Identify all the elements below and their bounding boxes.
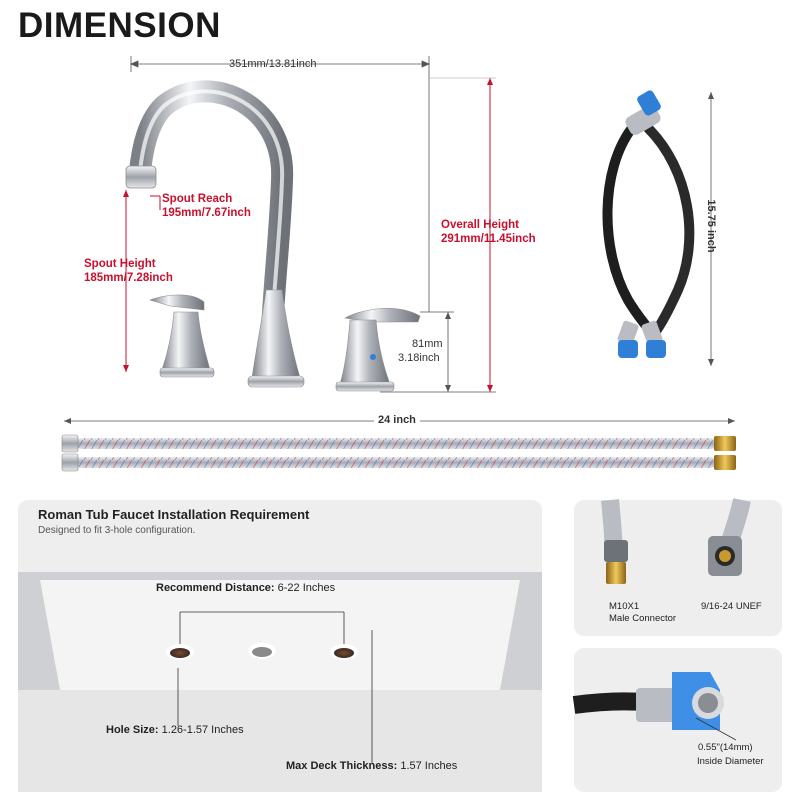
- recommend-distance: [156, 582, 335, 594]
- install-subtitle: Designed to fit 3-hole configuration.: [38, 525, 196, 536]
- unef-connector-label: 9/16-24 UNEF: [701, 601, 762, 612]
- male-connector-size: M10X1: [609, 601, 640, 612]
- male-connector-label: Male Connector: [609, 613, 677, 624]
- handle-height-mm: 81mm: [412, 338, 443, 350]
- spout-reach-label: Spout Reach: [162, 193, 233, 205]
- connector-panel-bg: [574, 500, 782, 636]
- recommend-distance-label: Recommend Distance:: [156, 582, 275, 594]
- hole-size-label: Hole Size:: [106, 724, 159, 736]
- hole-size: [106, 724, 244, 736]
- spout-reach-line: [150, 196, 160, 210]
- deck-thickness-value: 1.57 Inches: [400, 760, 458, 772]
- recommend-distance-value: 6-22 Inches: [277, 582, 336, 594]
- braided-supply-lines-image: [62, 435, 736, 471]
- install-title: Roman Tub Faucet Installation Requirement: [38, 507, 310, 522]
- inside-diameter-label: Inside Diameter: [697, 756, 764, 767]
- quick-connect-panel-bg: [574, 648, 782, 792]
- spout-reach-value: 195mm/7.67inch: [162, 207, 251, 219]
- overall-height-label: Overall Height: [441, 219, 519, 231]
- overall-height-value: 291mm/11.45inch: [441, 233, 536, 245]
- faucet-left-handle: [150, 295, 214, 377]
- deck-thickness-label: Max Deck Thickness:: [286, 760, 398, 772]
- black-hose-image: [607, 89, 689, 358]
- hose-length-label: 15.75 inch: [705, 199, 717, 253]
- hole-size-value: 1.26-1.57 Inches: [161, 724, 244, 736]
- page-title: DIMENSION: [18, 6, 221, 45]
- handle-height-in: 3.18inch: [398, 352, 440, 364]
- spout-height-value: 185mm/7.28inch: [84, 272, 173, 284]
- faucet-right-handle: [336, 308, 420, 391]
- install-panel-bg: [18, 500, 542, 792]
- supply-length-label: 24 inch: [374, 414, 420, 426]
- width-label: 351mm/13.81inch: [229, 58, 317, 70]
- inside-diameter-value: 0.55"(14mm): [698, 742, 753, 753]
- faucet-spout: [126, 91, 304, 387]
- deck-thickness: [286, 760, 457, 772]
- spout-height-label: Spout Height: [84, 258, 156, 270]
